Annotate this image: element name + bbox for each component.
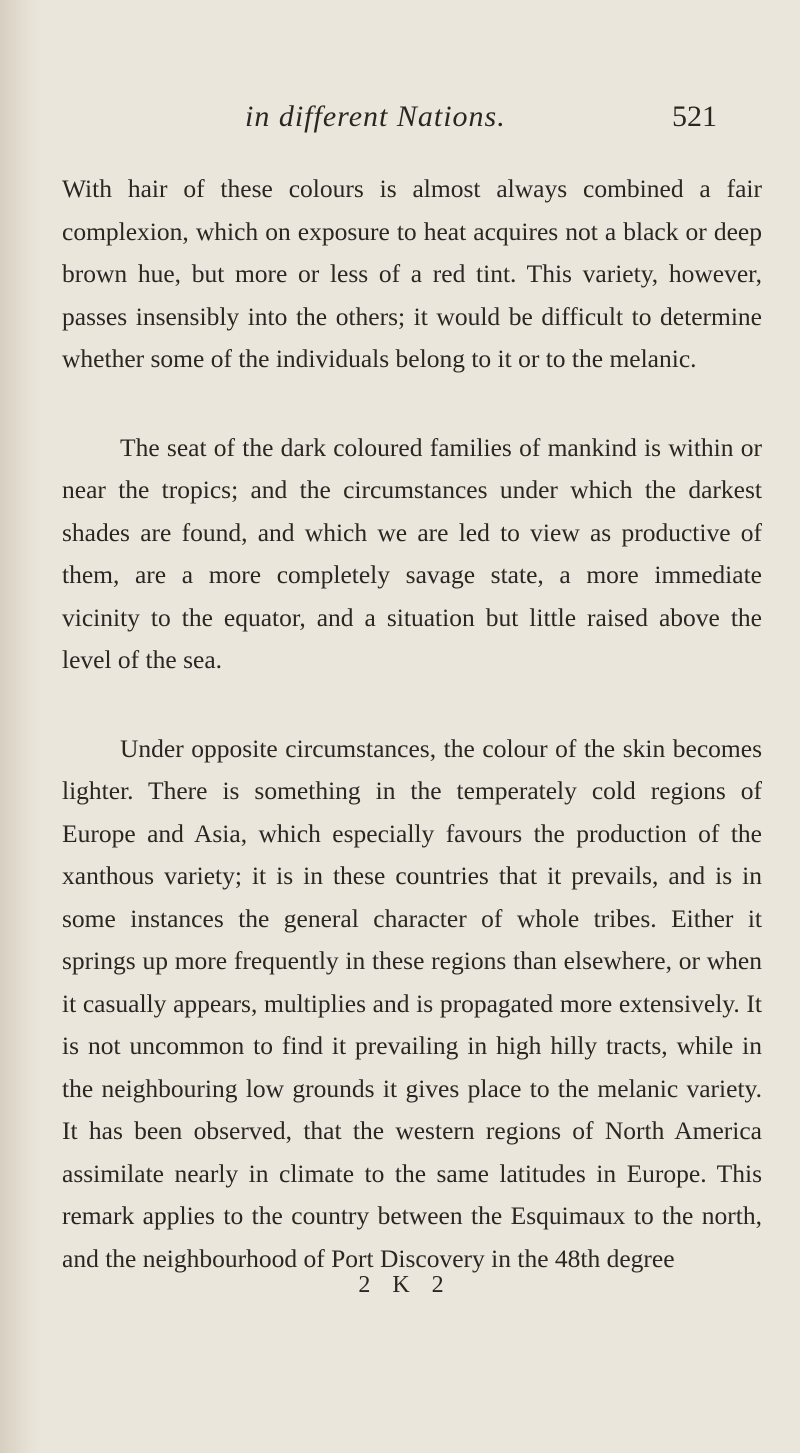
signature-mark: 2 K 2 bbox=[358, 1272, 452, 1298]
paragraph-2: The seat of the dark coloured families of mankind is within or near the tropics; and the circumstances under which the darkest shades are found, and which we are led to view as productive of them, are a more completely savage state, a more immediate vicinity to the equator, and a situation but little raised above the level of the sea. bbox=[62, 432, 762, 674]
running-head: in different Nations. bbox=[245, 100, 506, 133]
paragraph-1: With hair of these colours is almost always combined a fair complexion, which on exposure to heat acquires not a black or deep brown hue, but more or less of a red tint. This variety, however, passes insensibly into the others; it would be difficult to determine whether some of the individuals belong to it or to the melanic. bbox=[62, 174, 762, 373]
paragraph-3: Under opposite circumstances, the colour of the skin becomes lighter. There is something in the temperately cold regions of Europe and Asia, which especially favours the production of the xanthous variety; it is in these countries that it prevails, and is in some instances the general character of whole tribes. Either it springs up more frequently in these regions than elsewhere, or when it casually appears, multiplies and is propagated more extensively. It is not uncommon to find it prevailing in high hilly tracts, while in the neighbouring low grounds it gives place to the melanic variety. It has been observed, that the western regions of North America assimilate nearly in climate to the same latitudes in Europe. This remark applies to the country between the Esquimaux to the north, and the neighbourhood of Port Discovery in the 48th degree bbox=[62, 733, 762, 1273]
page-header bbox=[0, 100, 800, 140]
page-number: 521 bbox=[672, 100, 717, 133]
page-edge-shadow bbox=[0, 0, 40, 1453]
body-text bbox=[62, 168, 762, 1326]
